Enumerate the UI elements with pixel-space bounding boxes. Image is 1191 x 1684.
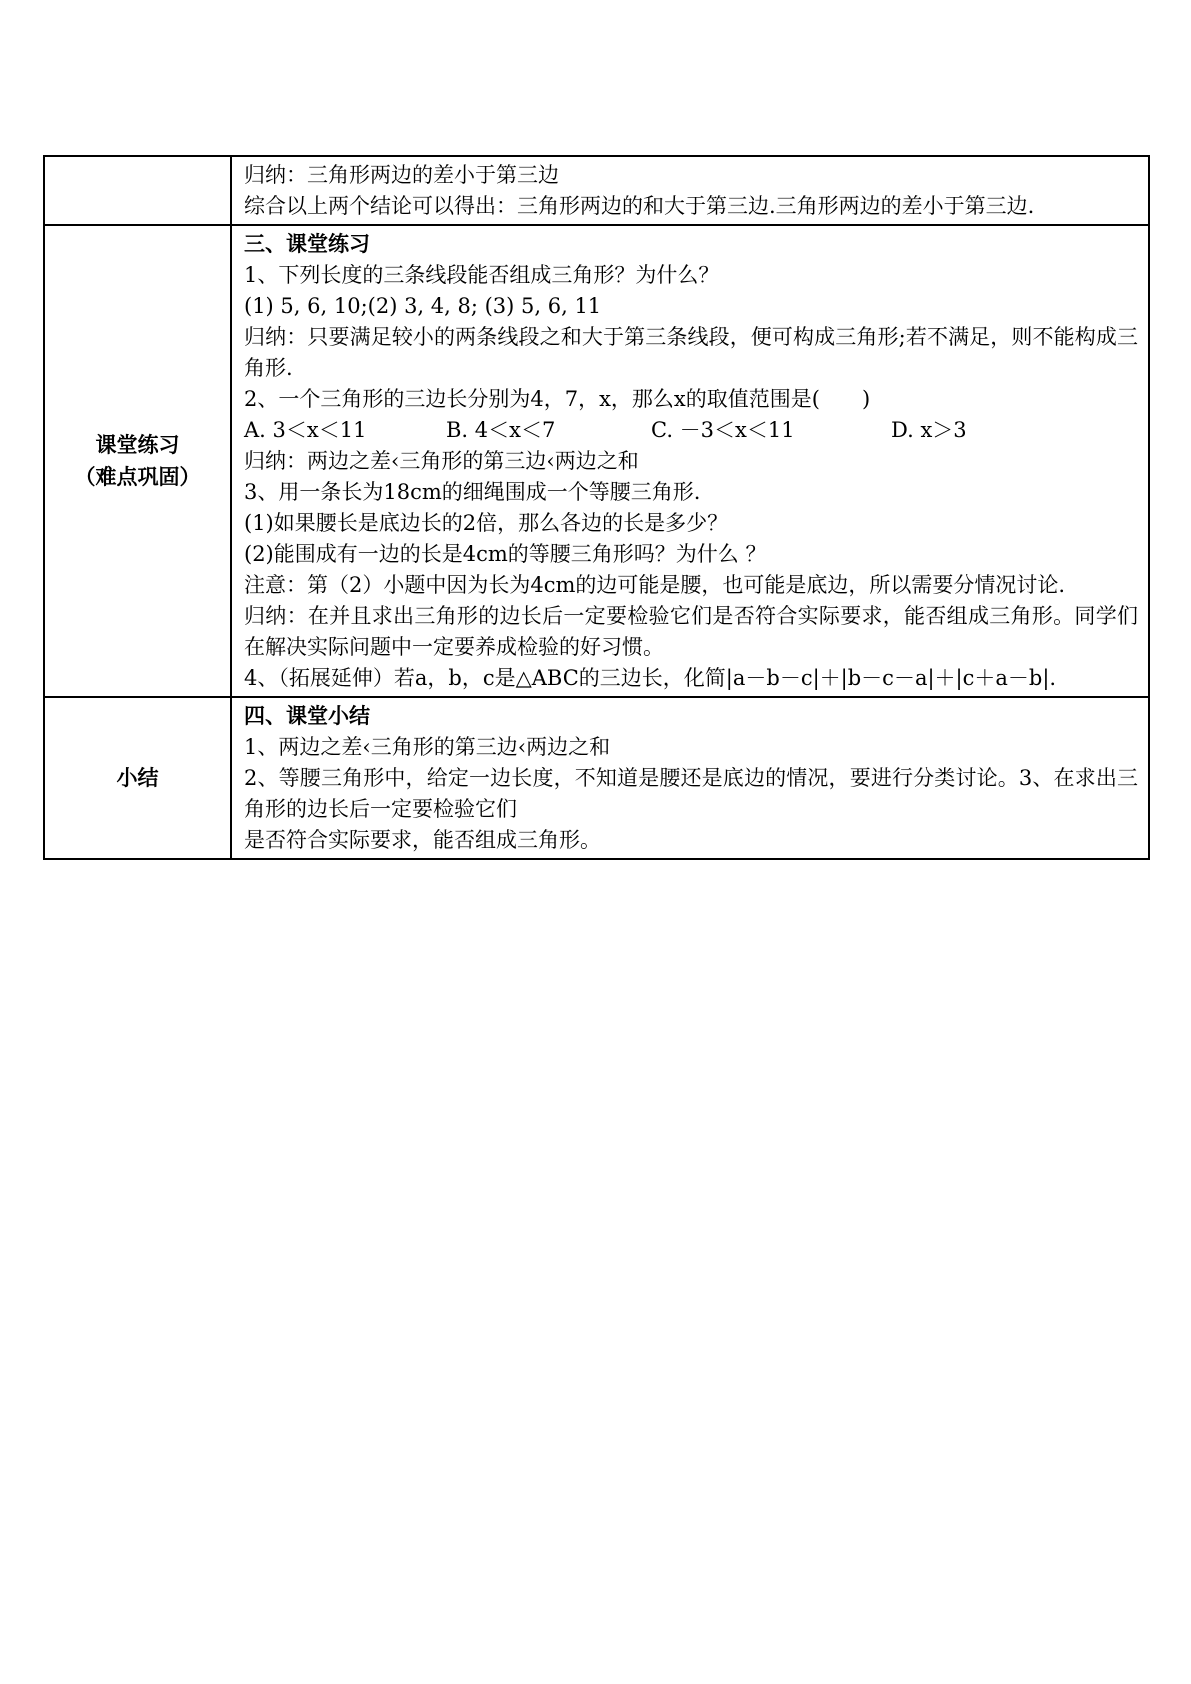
summary-item-2: 2、等腰三角形中，给定一边长度，不知道是腰还是底边的情况，要进行分类讨论。3、在求出三角形的边长后一定要检验它们 — [244, 766, 1138, 821]
table-row-conclusion — [44, 156, 1149, 225]
table-row-practice — [44, 225, 1149, 697]
question-4: 4、（拓展延伸）若a，b，c是△ABC的三边长，化简|a－b－c|＋|b－c－a|＋|c＋a－b|. — [244, 666, 1057, 690]
row-label-practice — [44, 225, 231, 697]
option-c: C. －3＜x＜11 — [651, 418, 795, 442]
summary-cell — [231, 697, 1149, 859]
table-row-summary — [44, 697, 1149, 859]
conclusion-cell — [231, 156, 1149, 225]
conclusion-line: 归纳：三角形两边的差小于第三边 — [244, 163, 559, 187]
practice-sublabel: （难点巩固） — [74, 465, 201, 489]
question-2-options — [244, 415, 1138, 446]
row-label-summary — [44, 697, 231, 859]
option-a: A. 3＜x＜11 — [244, 418, 367, 442]
summary-heading: 四、课堂小结 — [244, 704, 370, 728]
question-3: 3、用一条长为18cm的细绳围成一个等腰三角形. — [244, 480, 701, 504]
question-3-summary: 归纳：在并且求出三角形的边长后一定要检验它们是否符合实际要求，能否组成三角形。同学们在解决实际问题中一定要养成检验的好习惯。 — [244, 604, 1138, 659]
practice-heading: 三、课堂练习 — [244, 232, 370, 256]
practice-cell — [231, 225, 1149, 697]
conclusion-summary: 综合以上两个结论可以得出：三角形两边的和大于第三边.三角形两边的差小于第三边. — [244, 194, 1035, 218]
question-2-summary: 归纳：两边之差‹三角形的第三边‹两边之和 — [244, 449, 639, 473]
summary-item-3: 是否符合实际要求，能否组成三角形。 — [244, 828, 601, 852]
row-label-empty — [44, 156, 231, 225]
summary-label: 小结 — [116, 766, 159, 790]
question-3-part-1: (1)如果腰长是底边长的2倍，那么各边的长是多少？ — [244, 511, 729, 535]
practice-label: 课堂练习 — [95, 433, 180, 457]
question-3-part-2: (2)能围成有一边的长是4cm的等腰三角形吗？为什么 ？ — [244, 542, 767, 566]
question-3-note: 注意：第（2）小题中因为长为4cm的边可能是腰，也可能是底边，所以需要分情况讨论. — [244, 573, 1066, 597]
lesson-table — [43, 155, 1150, 860]
question-2: 2、一个三角形的三边长分别为4，7，x，那么x的取值范围是( ) — [244, 387, 871, 411]
question-1: 1、下列长度的三条线段能否组成三角形？为什么？ — [244, 263, 720, 287]
summary-item-1: 1、两边之差‹三角形的第三边‹两边之和 — [244, 735, 611, 759]
question-1-summary: 归纳：只要满足较小的两条线段之和大于第三条线段，便可构成三角形;若不满足，则不能构成三角形. — [244, 325, 1138, 380]
option-b: B. 4＜x＜7 — [446, 418, 556, 442]
option-d: D. x＞3 — [891, 418, 967, 442]
question-1-items: (1) 5, 6, 10;(2) 3, 4, 8; (3) 5, 6, 11 — [244, 294, 602, 318]
